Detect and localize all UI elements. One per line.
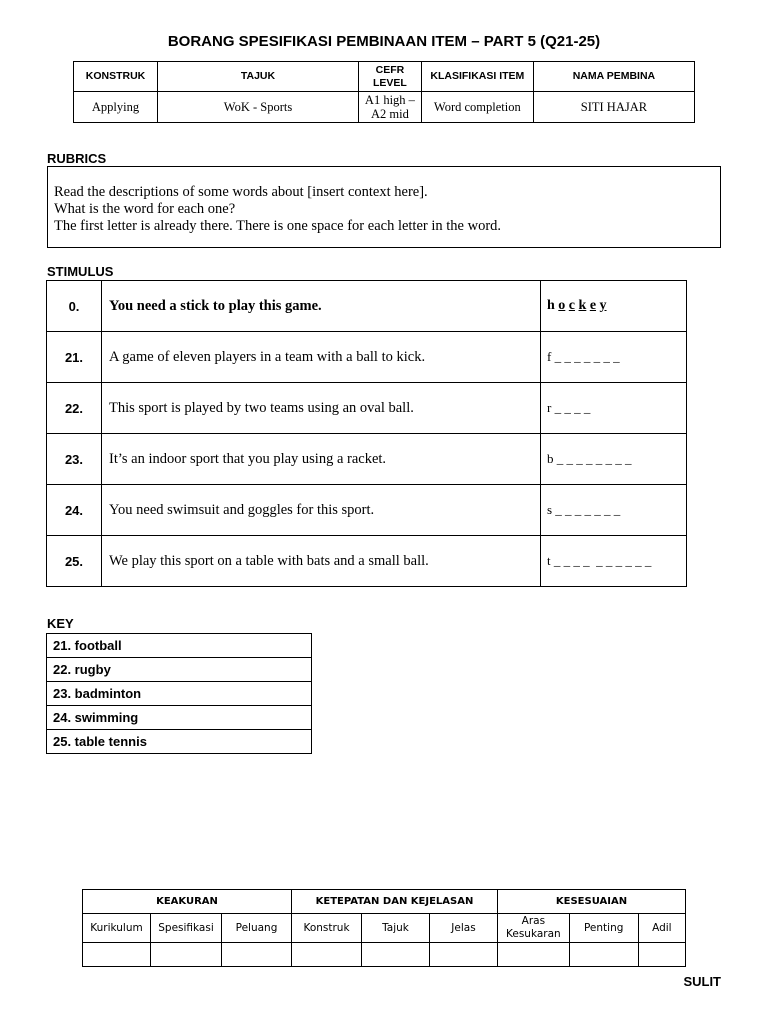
eval-cell[interactable] <box>362 943 430 967</box>
item-number: 25. <box>47 536 102 587</box>
classification-label: SULIT <box>683 974 721 989</box>
rubrics-line: The first letter is already there. There is one space for each letter in the word. <box>54 218 502 234</box>
rubrics-line: What is the word for each one? <box>54 201 236 217</box>
eval-col-kurikulum: Kurikulum <box>83 914 151 943</box>
item-number: 22. <box>47 383 102 434</box>
evaluation-table <box>82 889 686 967</box>
eval-cell[interactable] <box>151 943 222 967</box>
spec-header-tajuk: TAJUK <box>158 62 359 92</box>
spec-value-klasifikasi: Word completion <box>421 92 533 123</box>
stimulus-row <box>47 332 687 383</box>
key-answer: 24. swimming <box>47 706 312 730</box>
stimulus-heading: STIMULUS <box>47 264 114 279</box>
stimulus-row <box>47 485 687 536</box>
example-letter: y <box>599 298 607 313</box>
rubrics-box <box>47 166 721 248</box>
eval-group-keakuran: KEAKURAN <box>83 890 292 914</box>
item-answer-blank: f _ _ _ _ _ _ _ <box>541 332 687 383</box>
item-question: We play this sport on a table with bats and a small ball. <box>102 536 541 587</box>
eval-cell[interactable] <box>292 943 362 967</box>
item-number: 23. <box>47 434 102 485</box>
item-answer-blank: b _ _ _ _ _ _ _ _ <box>541 434 687 485</box>
eval-cell[interactable] <box>83 943 151 967</box>
item-answer-blank: s _ _ _ _ _ _ _ <box>541 485 687 536</box>
eval-cell[interactable] <box>430 943 498 967</box>
eval-col-konstruk: Konstruk <box>292 914 362 943</box>
example-letter: e <box>589 298 597 313</box>
eval-cell[interactable] <box>638 943 685 967</box>
spec-value-konstruk: Applying <box>74 92 158 123</box>
spec-header-cefr: CEFR LEVEL <box>359 62 422 92</box>
key-answer: 22. rugby <box>47 658 312 682</box>
eval-col-jelas: Jelas <box>430 914 498 943</box>
example-letter: o <box>558 298 566 313</box>
key-heading: KEY <box>47 616 74 631</box>
spec-value-pembina: SITI HAJAR <box>533 92 694 123</box>
item-question: It’s an indoor sport that you play using a racket. <box>102 434 541 485</box>
key-answer: 21. football <box>47 634 312 658</box>
stimulus-row <box>47 383 687 434</box>
example-letter: k <box>578 298 587 313</box>
key-answer: 25. table tennis <box>47 730 312 754</box>
item-question: A game of eleven players in a team with a ball to kick. <box>102 332 541 383</box>
eval-col-adil: Adil <box>638 914 685 943</box>
eval-col-aras-kesukaran: Aras Kesukaran <box>498 914 570 943</box>
spec-table <box>73 61 695 123</box>
eval-cell[interactable] <box>222 943 292 967</box>
eval-col-peluang: Peluang <box>222 914 292 943</box>
spec-header-konstruk: KONSTRUK <box>74 62 158 92</box>
eval-col-penting: Penting <box>569 914 638 943</box>
item-number: 24. <box>47 485 102 536</box>
item-answer-blank: r _ _ _ _ <box>541 383 687 434</box>
rubrics-line: Read the descriptions of some words about [insert context here]. <box>54 184 428 200</box>
item-number: 21. <box>47 332 102 383</box>
eval-col-tajuk: Tajuk <box>362 914 430 943</box>
spec-header-pembina: NAMA PEMBINA <box>533 62 694 92</box>
eval-cell[interactable] <box>498 943 570 967</box>
item-question: You need swimsuit and goggles for this sport. <box>102 485 541 536</box>
example-first-letter: h <box>547 298 555 313</box>
key-answer: 23. badminton <box>47 682 312 706</box>
stimulus-table <box>46 280 687 587</box>
spec-value-tajuk: WoK - Sports <box>158 92 359 123</box>
eval-cell[interactable] <box>569 943 638 967</box>
eval-group-kesesuaian: KESESUAIAN <box>498 890 686 914</box>
example-answer <box>541 281 687 332</box>
example-letter: c <box>568 298 576 313</box>
stimulus-row <box>47 536 687 587</box>
item-question: This sport is played by two teams using an oval ball. <box>102 383 541 434</box>
item-answer-blank: t _ _ _ _ _ _ _ _ _ _ <box>541 536 687 587</box>
eval-group-ketepatan: KETEPATAN DAN KEJELASAN <box>292 890 498 914</box>
spec-header-klasifikasi: KLASIFIKASI ITEM <box>421 62 533 92</box>
key-table <box>46 633 312 754</box>
page-title: BORANG SPESIFIKASI PEMBINAAN ITEM – PART 5 (Q21-25) <box>167 33 601 50</box>
item-number: 0. <box>47 281 102 332</box>
stimulus-row <box>47 434 687 485</box>
item-question: You need a stick to play this game. <box>102 281 541 332</box>
eval-col-spesifikasi: Spesifikasi <box>151 914 222 943</box>
stimulus-example-row <box>47 281 687 332</box>
rubrics-heading: RUBRICS <box>47 151 107 166</box>
spec-value-cefr: A1 high – A2 mid <box>359 92 422 123</box>
